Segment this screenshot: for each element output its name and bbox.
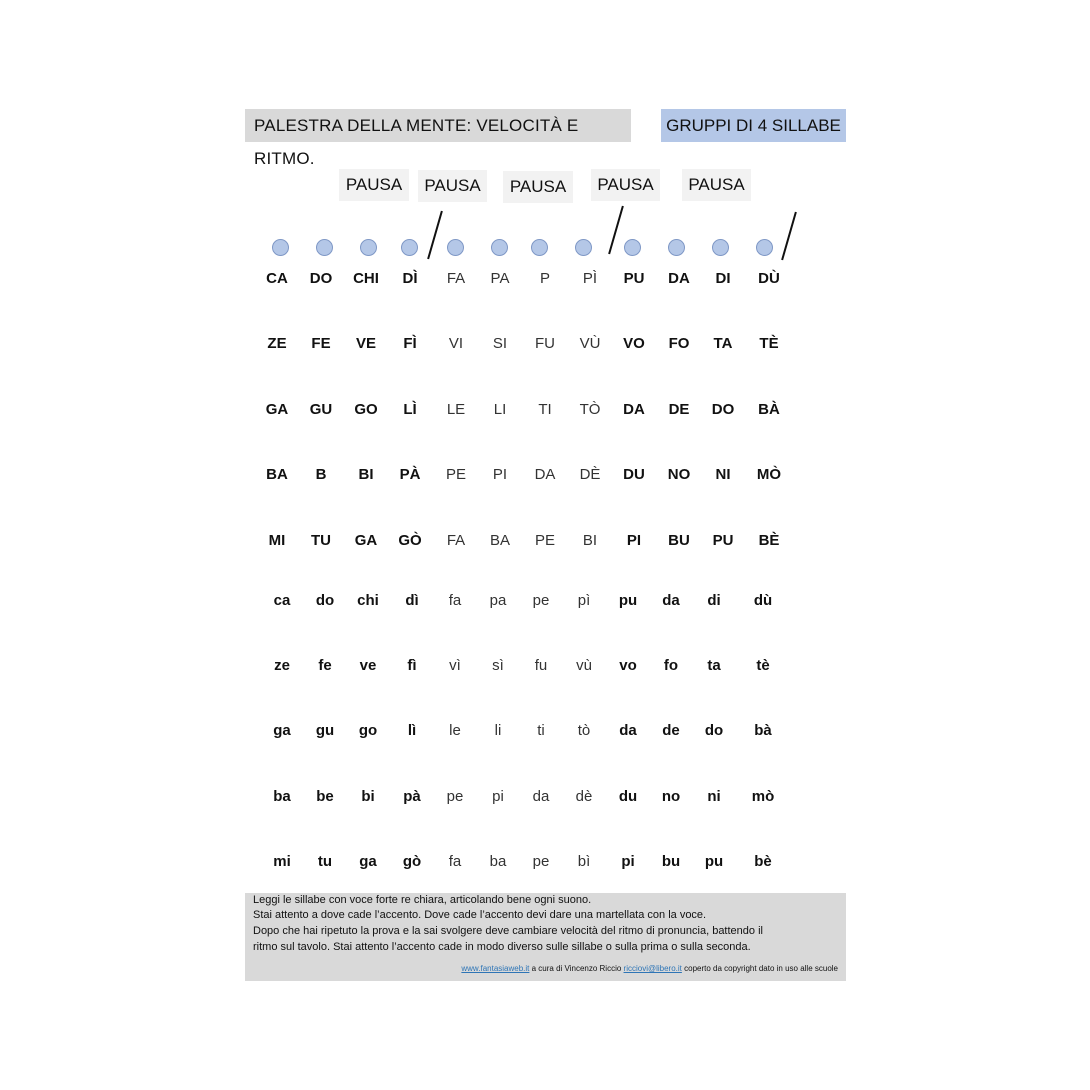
syllable-cell: LI	[493, 401, 507, 418]
pause-label: PAUSA	[682, 169, 751, 201]
credits-copyright: coperto da copyright dato in uso alle scuole	[681, 964, 838, 973]
syllable-cell: TÒ	[579, 401, 601, 418]
syllable-cell: PÀ	[399, 466, 421, 483]
syllable-cell: bì	[577, 853, 591, 870]
syllable-cell: fo	[663, 657, 679, 674]
syllable-cell: DU	[623, 466, 645, 483]
syllable-cell: TU	[311, 532, 331, 549]
syllable-cell: be	[316, 788, 334, 805]
syllable-cell: tò	[577, 722, 591, 739]
email-link[interactable]: ricciovi@libero.it	[623, 964, 682, 973]
pause-label: PAUSA	[591, 169, 660, 201]
syllable-cell: ba	[489, 853, 507, 870]
slash-divider	[427, 211, 443, 260]
credits-author: a cura di Vincenzo Riccio	[529, 964, 624, 973]
syllable-cell: FU	[535, 335, 555, 352]
syllable-cell: SI	[492, 335, 508, 352]
syllable-cell: ta	[707, 657, 721, 674]
syllable-cell: NO	[667, 466, 691, 483]
syllable-cell: da	[532, 788, 550, 805]
syllable-cell: bà	[754, 722, 772, 739]
syllable-cell: GO	[354, 401, 378, 418]
rhythm-dot	[531, 239, 548, 256]
syllable-cell: chi	[357, 592, 379, 609]
syllable-cell: FA	[446, 532, 466, 549]
syllable-cell: bu	[661, 853, 681, 870]
syllable-cell: BA	[489, 532, 510, 549]
syllable-cell: fa	[448, 592, 462, 609]
syllable-cell: ze	[274, 657, 290, 674]
page-subtitle: GRUPPI DI 4 SILLABE	[661, 109, 846, 142]
instruction-line: Leggi le sillabe con voce forte re chiara, articolando bene ogni suono.	[253, 894, 592, 906]
instructions-box	[245, 893, 846, 981]
syllable-cell: fe	[318, 657, 332, 674]
syllable-cell: GA	[265, 401, 289, 418]
syllable-cell: PÌ	[582, 270, 598, 287]
syllable-cell: DA	[623, 401, 645, 418]
syllable-cell: MI	[268, 532, 286, 549]
syllable-cell: PE	[534, 532, 555, 549]
syllable-cell: bi	[361, 788, 375, 805]
syllable-cell: pu	[704, 853, 724, 870]
syllable-cell: LE	[446, 401, 466, 418]
syllable-cell: dù	[753, 592, 773, 609]
syllable-cell: P	[539, 270, 550, 287]
syllable-cell: lì	[407, 722, 417, 739]
syllable-cell: DE	[668, 401, 690, 418]
syllable-cell: B	[315, 466, 327, 483]
syllable-cell: do	[315, 592, 335, 609]
syllable-cell: FO	[668, 335, 690, 352]
syllable-cell: MÒ	[756, 466, 782, 483]
syllable-cell: PI	[492, 466, 508, 483]
syllable-cell: gu	[315, 722, 335, 739]
syllable-cell: VI	[448, 335, 464, 352]
syllable-cell: pe	[532, 853, 550, 870]
syllable-cell: DÙ	[758, 270, 780, 287]
syllable-cell: ve	[359, 657, 377, 674]
rhythm-dot	[491, 239, 508, 256]
syllable-cell: DA	[534, 466, 556, 483]
syllable-cell: dè	[575, 788, 593, 805]
syllable-cell: vù	[576, 657, 592, 674]
syllable-cell: pa	[489, 592, 507, 609]
syllable-cell: FE	[311, 335, 331, 352]
syllable-cell: do	[704, 722, 724, 739]
syllable-cell: du	[618, 788, 638, 805]
rhythm-dot	[668, 239, 685, 256]
page-title: PALESTRA DELLA MENTE: VELOCITÀ E RITMO.	[245, 109, 631, 142]
syllable-cell: sì	[492, 657, 504, 674]
syllable-cell: PA	[490, 270, 510, 287]
syllable-cell: vo	[619, 657, 637, 674]
syllable-cell: TA	[713, 335, 733, 352]
syllable-cell: tè	[756, 657, 770, 674]
syllable-cell: DO	[309, 270, 333, 287]
syllable-cell: pì	[577, 592, 591, 609]
instruction-line: ritmo sul tavolo. Stai attento l’accento cade in modo diverso sulle sillabe o sulla prima o sulla seconda.	[253, 941, 751, 953]
instruction-line: Stai attento a dove cade l’accento. Dove cade l’accento devi dare una martellata con la voce.	[253, 909, 707, 921]
syllable-cell: fu	[534, 657, 548, 674]
syllable-cell: CA	[266, 270, 288, 287]
syllable-cell: li	[494, 722, 502, 739]
syllable-cell: tu	[317, 853, 333, 870]
syllable-cell: PU	[623, 270, 645, 287]
credits-line	[461, 964, 838, 973]
rhythm-dot	[756, 239, 773, 256]
syllable-cell: pe	[532, 592, 550, 609]
pause-label: PAUSA	[418, 170, 487, 202]
syllable-cell: fì	[407, 657, 417, 674]
pause-label: PAUSA	[503, 171, 573, 203]
syllable-cell: BI	[358, 466, 374, 483]
syllable-cell: dì	[405, 592, 419, 609]
syllable-cell: VÙ	[579, 335, 601, 352]
syllable-cell: GÒ	[398, 532, 422, 549]
syllable-cell: ca	[273, 592, 291, 609]
instruction-line: Dopo che hai ripetuto la prova e la sai svolgere deve cambiare velocità del ritmo di pronuncia, battendo il	[253, 925, 763, 937]
syllable-cell: DO	[711, 401, 735, 418]
syllable-cell: gò	[402, 853, 422, 870]
rhythm-dot	[575, 239, 592, 256]
syllable-cell: DA	[668, 270, 690, 287]
syllable-cell: mi	[273, 853, 291, 870]
rhythm-dot	[272, 239, 289, 256]
syllable-cell: TI	[538, 401, 552, 418]
pause-label: PAUSA	[339, 169, 409, 201]
syllable-cell: bè	[754, 853, 772, 870]
syllable-cell: ba	[273, 788, 291, 805]
syllable-cell: vì	[449, 657, 461, 674]
syllable-cell: de	[662, 722, 680, 739]
syllable-cell: ni	[707, 788, 721, 805]
syllable-cell: le	[449, 722, 461, 739]
syllable-cell: BI	[582, 532, 598, 549]
syllable-cell: ga	[359, 853, 377, 870]
syllable-cell: DI	[715, 270, 731, 287]
syllable-cell: di	[707, 592, 721, 609]
rhythm-dot	[360, 239, 377, 256]
syllable-cell: go	[358, 722, 378, 739]
syllable-cell: pi	[492, 788, 504, 805]
syllable-cell: VE	[355, 335, 376, 352]
rhythm-dot	[316, 239, 333, 256]
slash-divider	[781, 212, 797, 261]
syllable-cell: DÈ	[579, 466, 601, 483]
syllable-cell: BU	[668, 532, 690, 549]
syllable-cell: da	[619, 722, 637, 739]
rhythm-dot	[401, 239, 418, 256]
syllable-cell: pi	[621, 853, 635, 870]
syllable-cell: GU	[309, 401, 333, 418]
syllable-cell: ti	[537, 722, 545, 739]
syllable-cell: pu	[618, 592, 638, 609]
syllable-cell: BA	[266, 466, 288, 483]
syllable-cell: pe	[446, 788, 464, 805]
syllable-cell: NI	[715, 466, 731, 483]
website-link[interactable]: www.fantasiaweb.it	[461, 964, 530, 973]
syllable-cell: FA	[446, 270, 466, 287]
syllable-cell: CHI	[353, 270, 379, 287]
syllable-cell: LÌ	[403, 401, 417, 418]
syllable-cell: PE	[445, 466, 466, 483]
syllable-cell: PI	[626, 532, 642, 549]
syllable-cell: pà	[403, 788, 421, 805]
rhythm-dot	[624, 239, 641, 256]
syllable-cell: no	[661, 788, 681, 805]
syllable-cell: GA	[354, 532, 378, 549]
syllable-cell: BÀ	[758, 401, 780, 418]
syllable-cell: DÌ	[402, 270, 418, 287]
syllable-cell: ZE	[267, 335, 287, 352]
rhythm-dot	[712, 239, 729, 256]
syllable-cell: mò	[751, 788, 775, 805]
syllable-cell: PU	[712, 532, 734, 549]
syllable-cell: BÈ	[758, 532, 780, 549]
syllable-cell: fa	[448, 853, 462, 870]
syllable-cell: TÈ	[759, 335, 779, 352]
slash-divider	[608, 206, 624, 255]
syllable-cell: VO	[623, 335, 645, 352]
rhythm-dot	[447, 239, 464, 256]
syllable-cell: ga	[273, 722, 291, 739]
syllable-cell: FÌ	[403, 335, 417, 352]
syllable-cell: da	[662, 592, 680, 609]
